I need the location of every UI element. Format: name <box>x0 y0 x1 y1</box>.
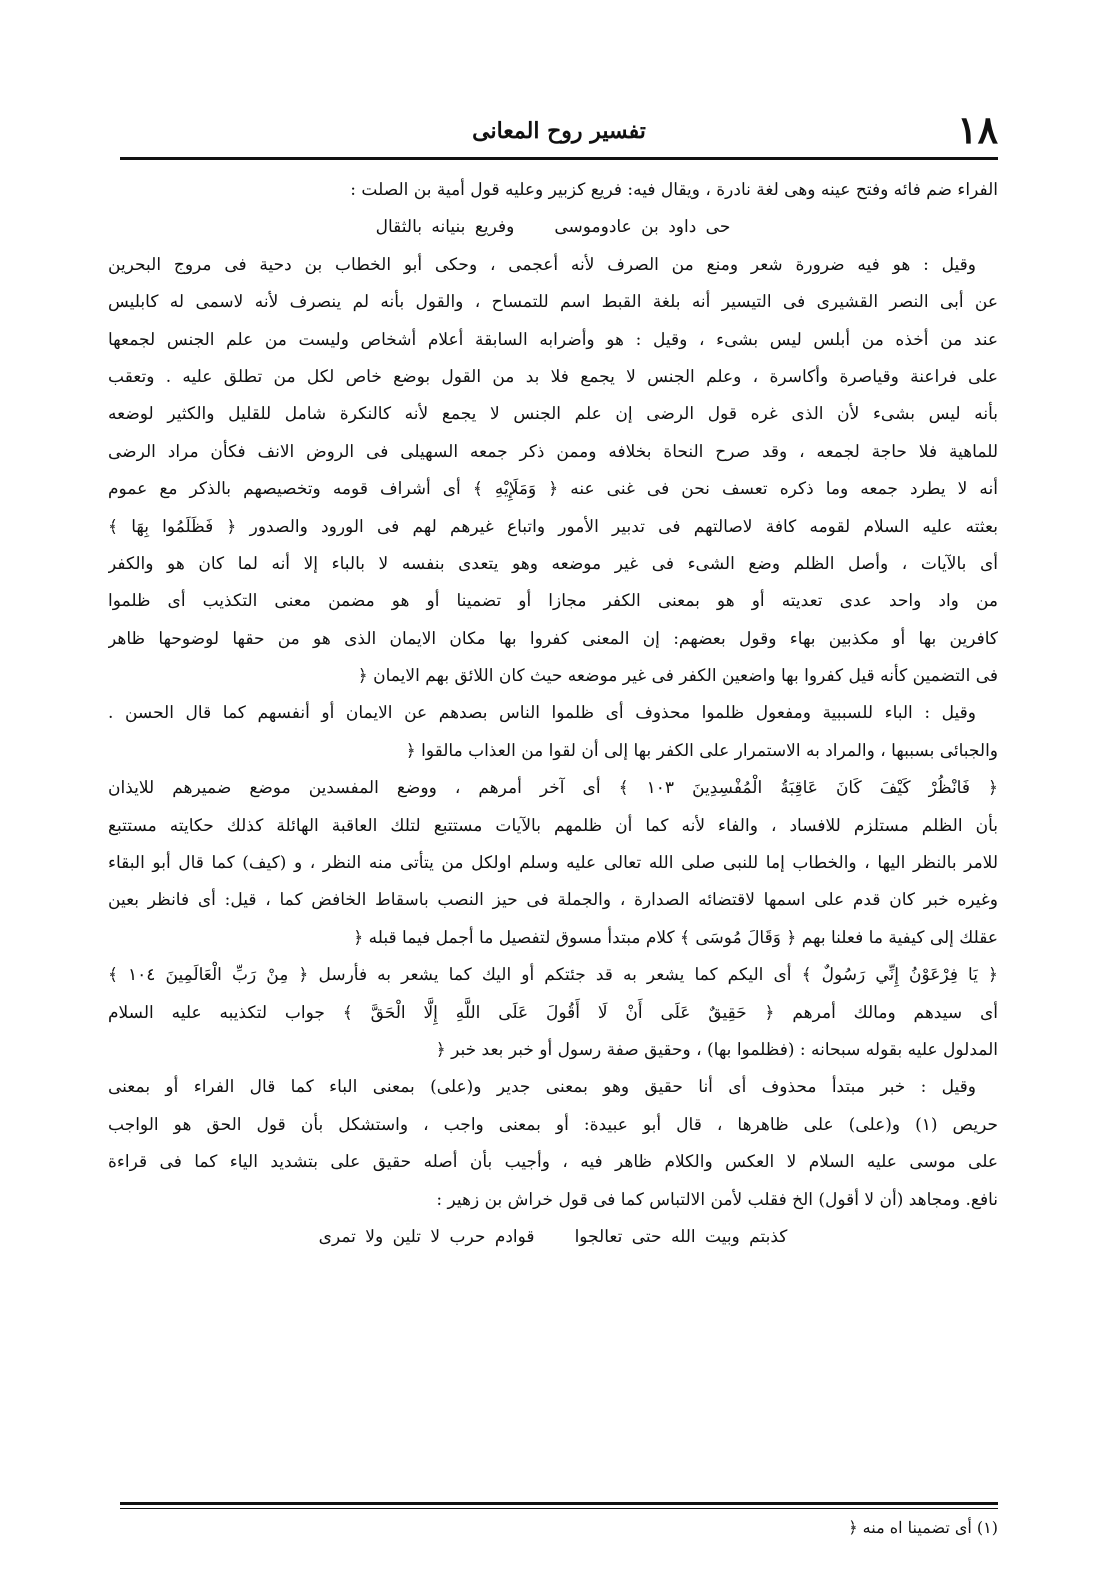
footnote: (١) أى تضمينا اه منه ﴿ <box>848 1518 998 1537</box>
verse-hemistich: كذبتم وبيت الله حتى تعالجوا <box>574 1226 788 1247</box>
text-line: أنه لا يطرد جمعه وما ذكره تعسف نحن فى غنى عنه ﴿ وَمَلَإِيْهِ ﴾ أى أشراف قومه وتخصيصهم بالذكر مع عموم <box>108 479 998 500</box>
running-title: تفسير روح المعانى <box>472 118 646 144</box>
text-line: للامر بالنظر اليها ، والخطاب إما للنبى صلى الله تعالى عليه وسلم اولكل من يتأتى منه النظر ، و (كيف) كما قال أبو البقاء <box>108 853 998 874</box>
text-line: ﴿ يَا فِرْعَوْنُ إِنِّي رَسُولٌ ﴾ أى اليكم كما يشعر به قد جئتكم أو اليك كما يشعر به فأرسل ﴿ مِنْ رَبِّ الْعَالَمِينَ ١٠٤ ﴾ <box>108 965 998 986</box>
text-line: وقيل : هو فيه ضرورة شعر ومنع من الصرف لأنه أعجمى ، وحكى أبو الخطاب بن دحية فى مروج البحرين <box>108 254 976 275</box>
text-line: حريص (١) و(على) على ظاهرها ، قال أبو عبيدة: أو بمعنى واجب ، واستشكل بأن قول الحق هو الواجب <box>108 1114 998 1135</box>
text-line: وقيل : خبر مبتدأ محذوف أى أنا حقيق وهو بمعنى جدير و(على) بمعنى الباء كما قال الفراء أو بمعنى <box>108 1077 976 1098</box>
text-line: وقيل : الباء للسببية ومفعول ظلموا محذوف أى ظلموا الناس بصدهم عن الايمان أو أنفسهم كما قال الحسن . <box>108 703 976 724</box>
text-line: نافع. ومجاهد (أن لا أقول) الخ فقلب لأمن الالتباس كما فى قول خراش بن زهير : <box>436 1189 998 1210</box>
text-line: فى التضمين كأنه قيل كفروا بها واضعين الكفر فى غير موضعه حيث كان اللائق بهم الايمان ﴿ <box>357 666 998 687</box>
text-line: ﴿ فَانْظُرْ كَيْفَ كَانَ عَاقِبَةُ الْمُفْسِدِينَ ١٠٣ ﴾ أى آخر أمرهم ، ووضع المفسدين موضع ضميرهم للايذان <box>108 778 998 799</box>
text-line: على فراعنة وقياصرة وأكاسرة ، وعلم الجنس لا يجمع فلا بد من القول بوضع خاص لكل من تطلق عليه . وتعقب <box>108 366 998 387</box>
verse-hemistich: قوادم حرب لا تلين ولا تمرى <box>318 1226 535 1247</box>
text-line: للماهية فلا حاجة لجمعه ، وقد صرح النحاة بخلافه وممن ذكر جمعه السهيلى فى الروض الانف فكأن مراد الرضى <box>108 441 998 462</box>
text-line: الفراء ضم فائه وفتح عينه وهى لغة نادرة ، ويقال فيه: فريع كزبير وعليه قول أمية بن الصلت : <box>350 180 998 200</box>
text-line: على موسى عليه السلام لا العكس والكلام ظاهر فيه ، وأجيب بأن أصله حقيق على بتشديد الياء كما فى قراءة <box>108 1152 998 1173</box>
text-line: بأن الظلم مستلزم للافساد ، والفاء لأنه كما أن ظلمهم بالآيات مستتبع لتلك العاقبة الهائلة كذلك حكايته مستتبع <box>108 815 998 836</box>
verse-line <box>108 1219 998 1256</box>
verse-hemistich: وفريع بنيانه بالثقال <box>375 217 515 238</box>
text-line: كافرين بها أو مكذبين بهاء وقول بعضهم: إن المعنى كفروا بها مكان الايمان الذى هو من حقها لوضوحها ظاهر <box>108 628 998 649</box>
body-text <box>108 172 998 1256</box>
text-line: عند من أخذه من أبلس ليس بشىء ، وقيل : هو وأضرابه السابقة أعلام أشخاص وليست من علم الجنس لجمعها <box>108 329 998 350</box>
text-line: عن أبى النصر القشيرى فى التيسير أنه بلغة القبط اسم للتمساح ، والقول بأنه لم ينصرف لأنه لاسمى له كابليس <box>108 292 998 313</box>
text-line: أى سيدهم ومالك أمرهم ﴿ حَقِيقٌ عَلَى أَنْ لَا أَقُولَ عَلَى اللَّهِ إِلَّا الْحَقَّ ﴾ جواب لتكذيبه عليه السلام <box>108 1002 998 1023</box>
text-line: والجبائى بسببها ، والمراد به الاستمرار على الكفر بها إلى أن لقوا من العذاب مالقوا ﴿ <box>405 740 998 761</box>
text-line: أى بالآيات ، وأصل الظلم وضع الشىء فى غير موضعه وهو يتعدى بنفسه لا بالباء إلا أنه لما كان هو والكفر <box>108 553 998 574</box>
text-line: المدلول عليه بقوله سبحانه : (فظلموا بها) ، وحقيق صفة رسول أو خبر بعد خبر ﴿ <box>435 1039 998 1060</box>
footnote-separator <box>120 1502 998 1509</box>
header-rule <box>120 157 998 160</box>
text-line: وغيره خبر كان قدم على اسمها لاقتضائه الصدارة ، والجملة فى حيز النصب باسقاط الخافض كما ، قيل: أى فانظر بعين <box>108 890 998 911</box>
page-number: ١٨ <box>957 107 998 152</box>
page-header <box>120 108 998 158</box>
text-line: بعثته عليه السلام لقومه كافة لاصالتهم فى تدبير الأمور واتباع غيرهم لهم فى الورود والصدور ﴿ فَظَلَمُوا بِهَا ﴾ <box>108 516 998 537</box>
verse-line <box>108 209 998 246</box>
text-line: بأنه ليس بشىء لأن الذى غره قول الرضى إن علم الجنس لا يجمع لأنه كالنكرة شامل للقليل والكثير لوضعه <box>108 404 998 425</box>
text-line: عقلك إلى كيفية ما فعلنا بهم ﴿ وَقَالَ مُوسَى ﴾ كلام مبتدأ مسوق لتفصيل ما أجمل فيما قبله ﴿ <box>353 927 998 948</box>
text-line: من واد واحد عدى تعديته أو هو بمعنى الكفر مجازا أو تضمينا أو هو مضمن معنى التكذيب أى ظلموا <box>108 591 998 612</box>
verse-hemistich: حى داود بن عادوموسى <box>554 217 731 238</box>
